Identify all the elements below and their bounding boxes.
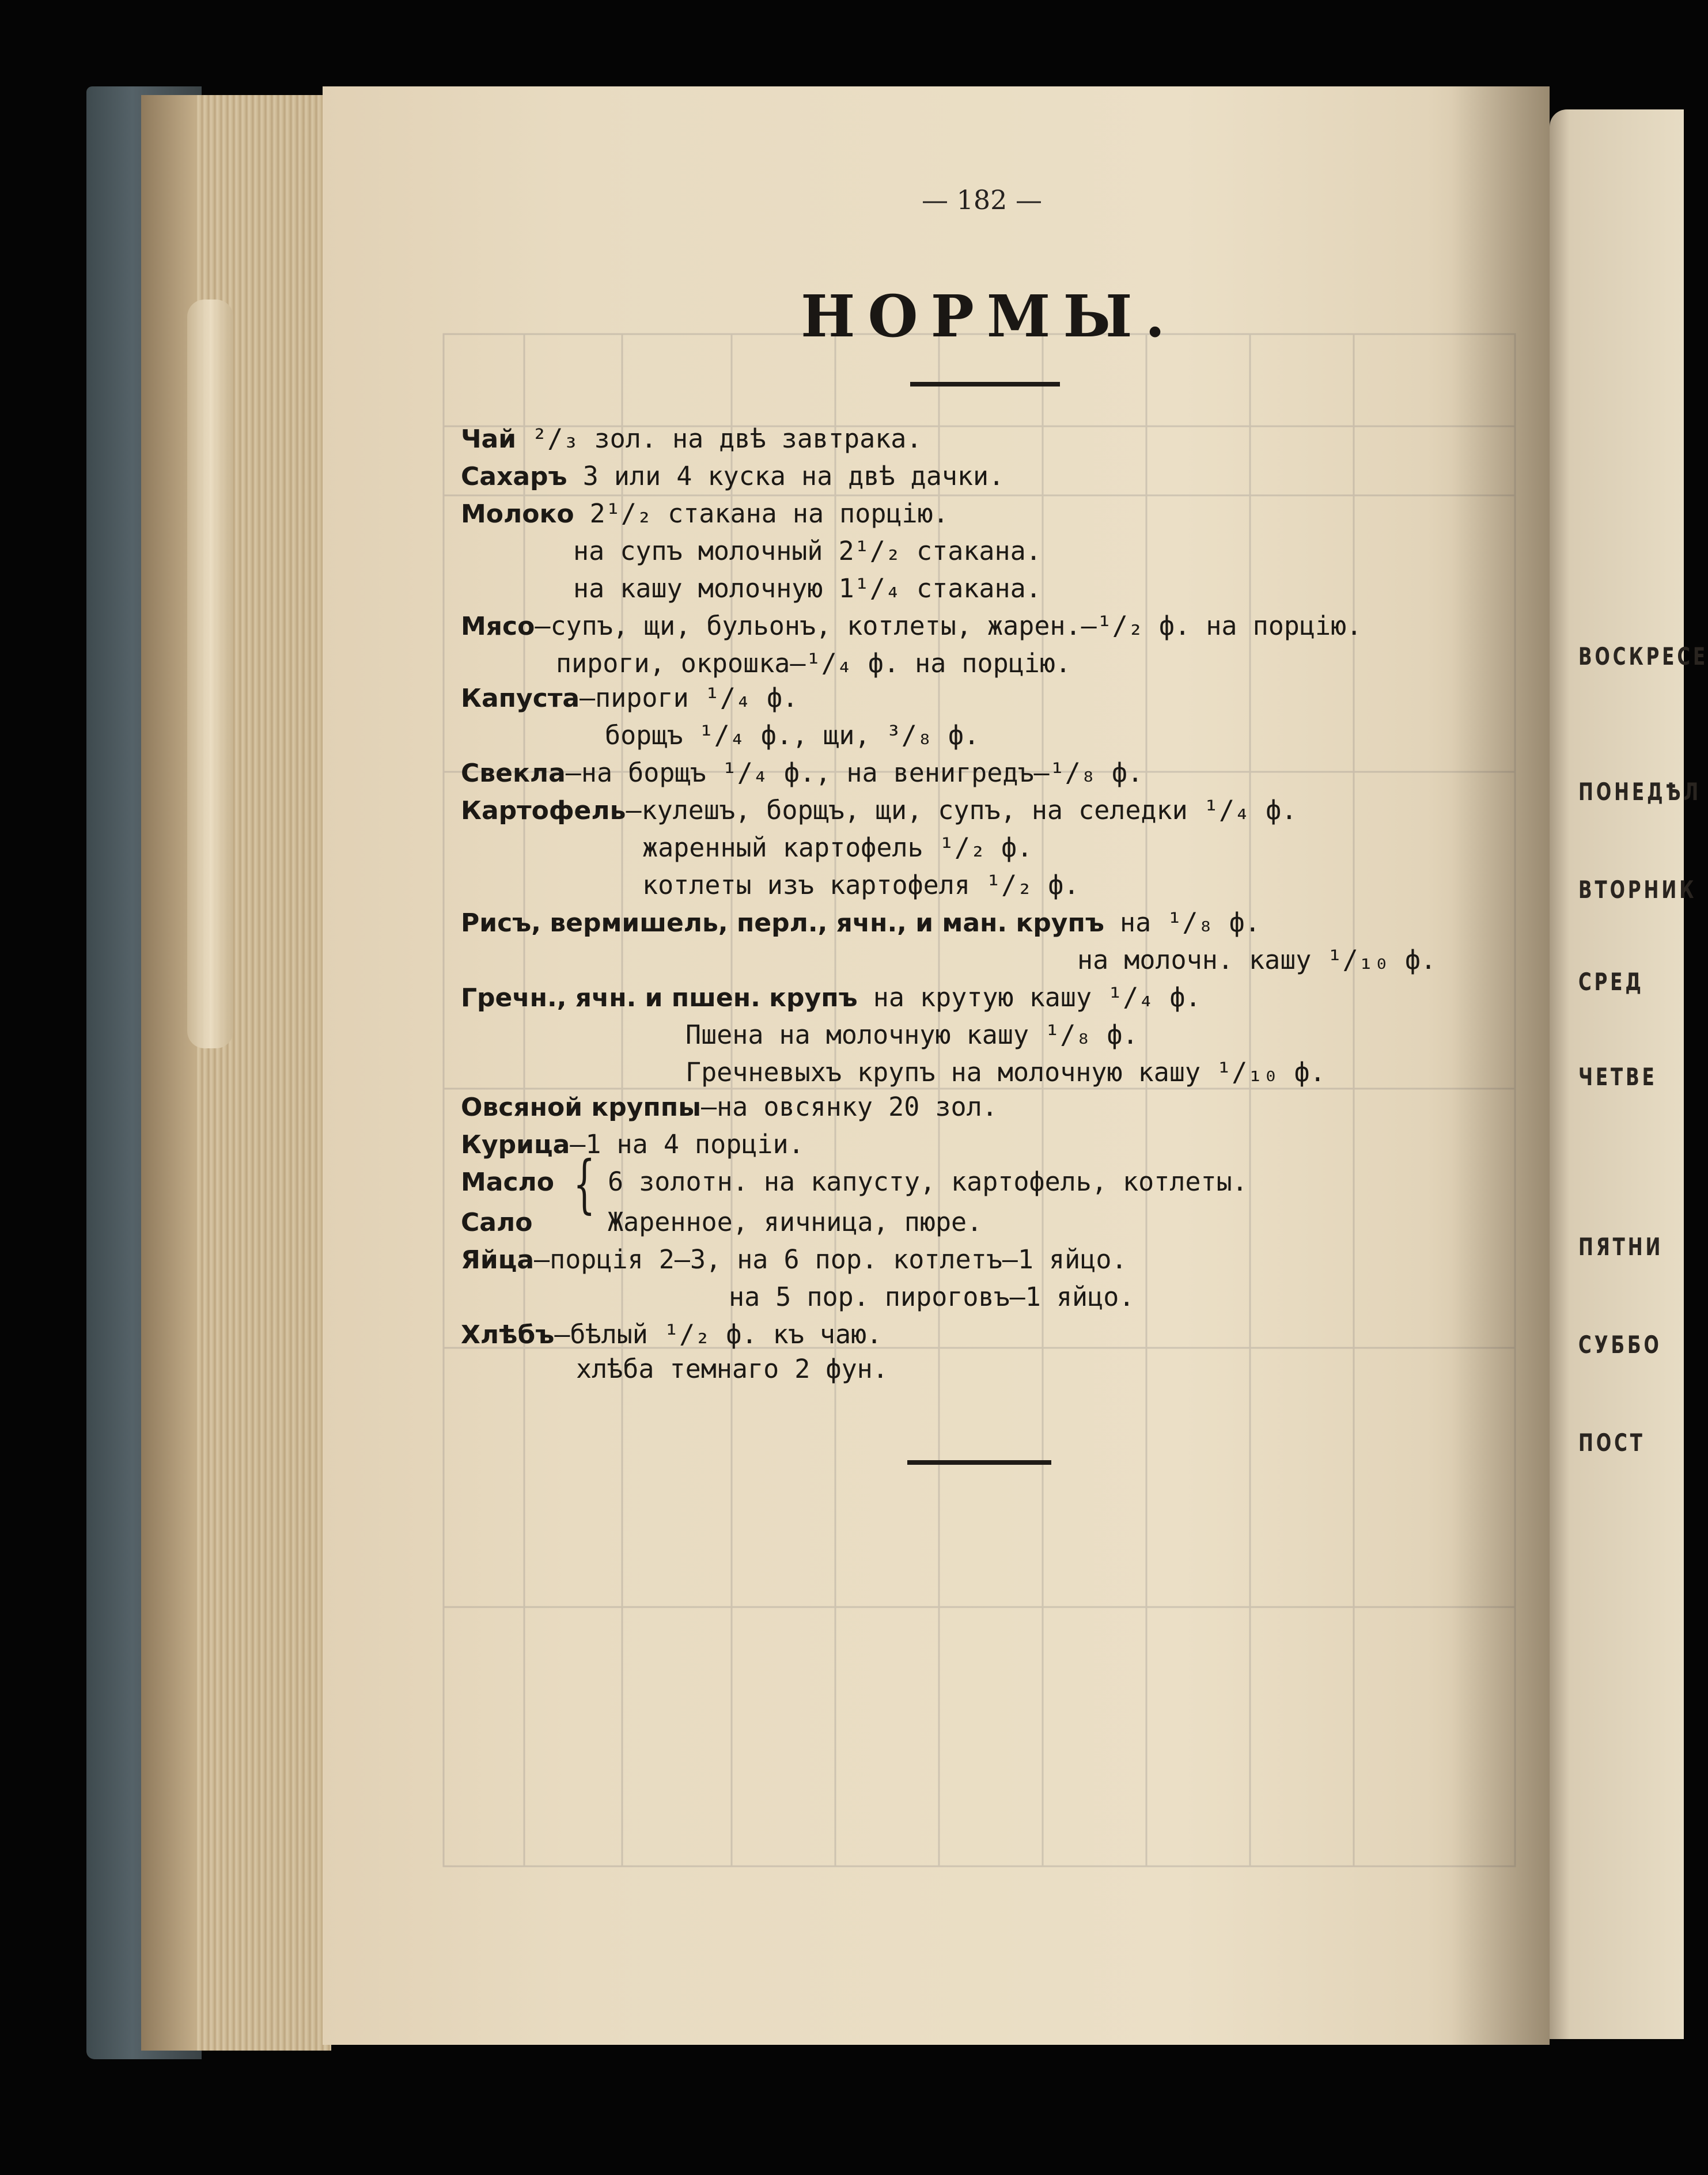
title-rule (910, 382, 1060, 387)
norm-line: жаренный картофель ¹/₂ ф. (642, 832, 1033, 863)
norm-line: Пшена на молочную кашу ¹/₈ ф. (686, 1020, 1138, 1050)
page-title: НОРМЫ. (801, 282, 1178, 350)
end-rule (907, 1460, 1051, 1465)
norm-line: Овсяной круппы—на овсянку 20 зол. (461, 1092, 998, 1122)
norm-line: Рисъ, вермишель, перл., ячн., и ман. крупъ на ¹/₈ ф. (461, 907, 1260, 938)
norm-line: Гречневыхъ крупъ на молочную кашу ¹/₁₀ ф. (686, 1057, 1326, 1088)
norm-line: Курица—1 на 4 порціи. (461, 1129, 804, 1160)
norm-line: Мясо—супъ, щи, бульонъ, котлеты, жарен.—¹/₂ ф. на порцію. (461, 611, 1362, 641)
next-page-word: ПЯТНИ (1578, 1233, 1664, 1261)
next-page-word: СУББО (1578, 1331, 1662, 1359)
norm-line: Чай ²/₃ зол. на двѣ завтрака. (461, 423, 922, 454)
norm-line: Сахаръ 3 или 4 куска на двѣ дачки. (461, 461, 1005, 491)
norm-line: Хлѣбъ—бѣлый ¹/₂ ф. къ чаю. (461, 1319, 883, 1350)
gutter-shadow (1452, 86, 1550, 2045)
norm-line: Молоко 2¹/₂ стакана на порцію. (461, 498, 949, 529)
brace-symbol: { (573, 1147, 596, 1221)
next-page-word: ПОНЕДѢЛ (1578, 778, 1702, 806)
norm-line: борщъ ¹/₄ ф., щи, ³/₈ ф. (605, 720, 980, 751)
next-page-word: СРЕД (1578, 968, 1644, 996)
norm-line: на 5 пор. пироговъ—1 яйцо. (729, 1282, 1135, 1312)
norm-line: Капуста—пироги ¹/₄ ф. (461, 683, 798, 713)
norm-line: на молочн. кашу ¹/₁₀ ф. (1077, 945, 1437, 975)
norm-line: Картофель—кулешъ, борщъ, щи, супъ, на селедки ¹/₄ ф. (461, 795, 1297, 825)
norm-line: на супъ молочный 2¹/₂ стакана. (573, 536, 1042, 566)
page-number: — 182 — (922, 184, 1043, 215)
norm-line: Гречн., ячн. и пшен. крупъ на крутую кашу ¹/₄ ф. (461, 982, 1201, 1013)
norm-line: Яйца—порція 2—3, на 6 пор. котлетъ—1 яйцо. (461, 1244, 1127, 1275)
norm-line: Свекла—на борщъ ¹/₄ ф., на венигредъ—¹/₈ ф. (461, 757, 1143, 788)
norm-line: на кашу молочную 1¹/₄ стакана. (573, 573, 1042, 604)
norm-line: Сало (461, 1208, 533, 1237)
norm-line: пироги, окрошка—¹/₄ ф. на порцію. (556, 648, 1071, 679)
norm-line: котлеты изъ картофеля ¹/₂ ф. (642, 870, 1080, 900)
torn-paper-strip (187, 300, 233, 1048)
next-page-word: ПОСТ (1578, 1428, 1645, 1457)
next-page-word: ЧЕТВЕ (1578, 1063, 1657, 1091)
norm-line: 6 золотн. на капусту, картофель, котлеты. (608, 1166, 1248, 1197)
norm-line: Жаренное, яичница, пюре. (608, 1207, 983, 1237)
next-page-word: ВТОРНИК (1578, 876, 1697, 904)
next-page-word: ВОСКРЕСЕ (1578, 642, 1708, 670)
norm-line: Масло (461, 1168, 555, 1197)
norm-line: хлѣба темнаго 2 фун. (576, 1354, 888, 1384)
